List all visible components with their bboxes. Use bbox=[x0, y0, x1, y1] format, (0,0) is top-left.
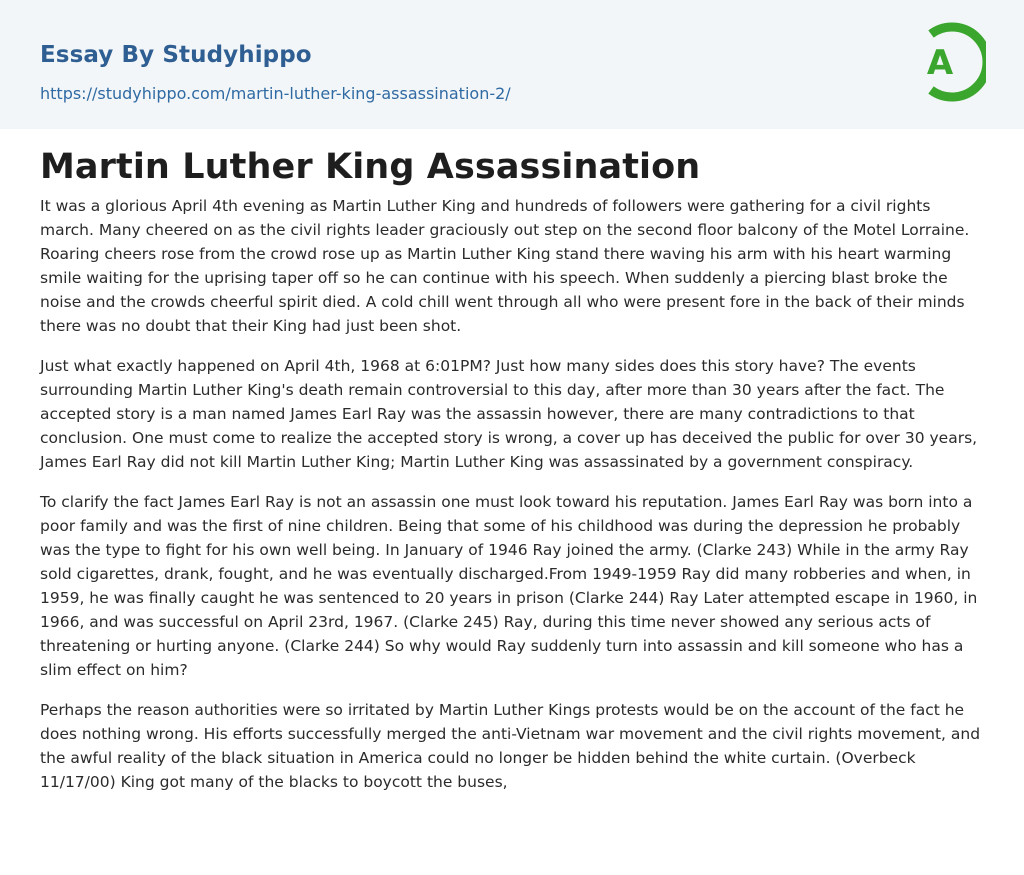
logo-letter: A bbox=[926, 43, 954, 83]
essay-url-link[interactable]: https://studyhippo.com/martin-luther-king-assassination-2/ bbox=[40, 84, 511, 103]
essay-title: Martin Luther King Assassination bbox=[40, 147, 701, 187]
essay-paragraph-3: To clarify the fact James Earl Ray is not an assassin one must look toward his reputation. James Earl Ray was born into a poor family and was the first of nine children. Being that some of his childhood was during the depression he probably was the type to fight for his own well being. In January of 1946 Ray joined the army. (Clarke 243) While in the army Ray sold cigarettes, drank, fought, and he was eventually discharged.From 1949-1959 Ray did many robberies and when, in 1959, he was finally caught he was sentenced to 20 years in prison (Clarke 244) Ray Later attempted escape in 1960, in 1966, and was successful on April 23rd, 1967. (Clarke 245) Ray, during this time never showed any serious acts of threatening or hurting anyone. (Clarke 244) So why would Ray suddenly turn into assassin and kill someone who has a slim effect on him? bbox=[40, 493, 978, 679]
page-header bbox=[0, 0, 1024, 129]
essay-paragraph-1: It was a glorious April 4th evening as Martin Luther King and hundreds of followers were gathering for a civil rights march. Many cheered on as the civil rights leader graciously out step on the second floor balcony of the Motel Lorraine. Roaring cheers rose from the crowd rose up as Martin Luther King stand there waving his arm with his heart warming smile waiting for the uprising taper off so he can continue with his speech. When suddenly a piercing blast broke the noise and the crowds cheerful spirit died. A cold chill went through all who were present fore in the back of their minds there was no doubt that their King had just been shot. bbox=[40, 197, 970, 335]
site-brand[interactable]: Essay By Studyhippo bbox=[40, 42, 312, 68]
essay-paragraph-2: Just what exactly happened on April 4th, 1968 at 6:01PM? Just how many sides does this story have? The events surrounding Martin Luther King's death remain controversial to this day, after more than 30 years after the fact. The accepted story is a man named James Earl Ray was the assassin however, there are many contradictions to that conclusion. One must come to realize the accepted story is wrong, a cover up has deceived the public for over 30 years, James Earl Ray did not kill Martin Luther King; Martin Luther King was assassinated by a government conspiracy. bbox=[40, 357, 978, 471]
essay-paragraph-4: Perhaps the reason authorities were so irritated by Martin Luther Kings protests would be on the account of the fact he does nothing wrong. His efforts successfully merged the anti-Vietnam war movement and the civil rights movement, and the awful reality of the black situation in America could no longer be hidden behind the white curtain. (Overbeck 11/17/00) King got many of the blacks to boycott the buses, bbox=[40, 701, 981, 791]
essay-content bbox=[0, 146, 1024, 794]
studyhippo-logo-icon[interactable] bbox=[912, 20, 986, 104]
